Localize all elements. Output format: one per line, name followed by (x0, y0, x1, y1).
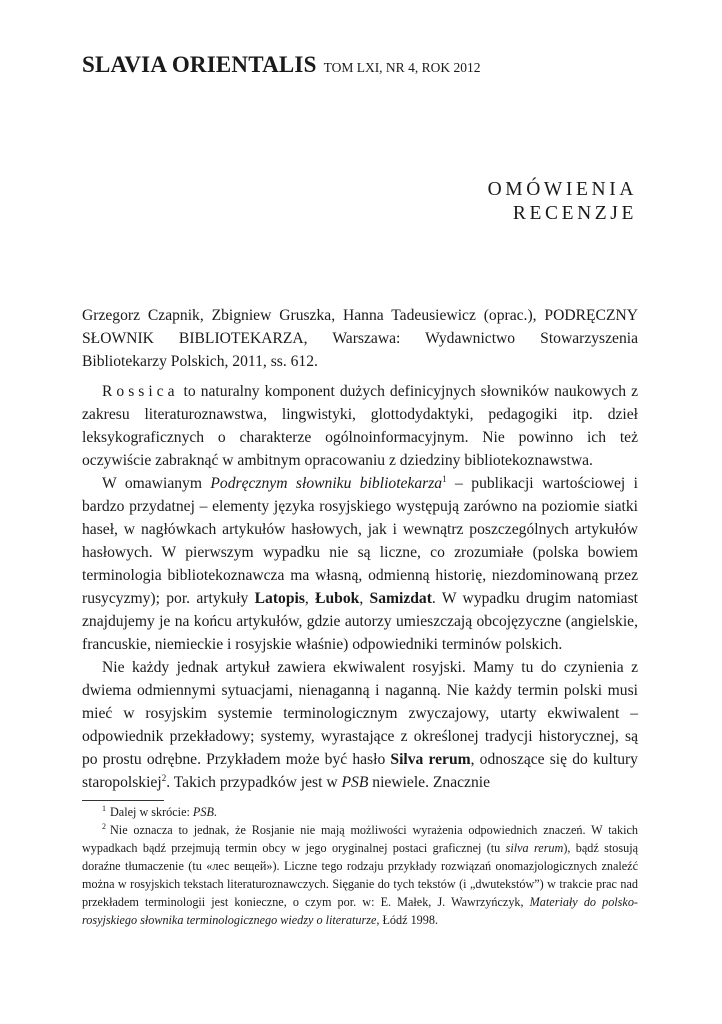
section-line-1: OMÓWIENIA (487, 179, 637, 200)
book-title: Podręcznym słowniku bibliotekarza (210, 475, 443, 492)
paragraph-text: W omawianym (102, 475, 211, 492)
footnote-abbr: PSB (192, 805, 214, 819)
footnote-number: 2 (102, 821, 106, 831)
paragraph-3 (82, 656, 638, 794)
paragraph-text: , odnoszące się do kultury staropolskiej (82, 751, 638, 791)
footnote-divider (82, 800, 164, 801)
journal-name: SLAVIA ORIENTALIS (82, 52, 317, 77)
paragraph-1 (82, 380, 638, 472)
footnote-text: Nie oznacza to jednak, że Rosjanie nie mają możliwości wyrażenia odpowiednich znaczeń. W takich wypadkach bądź przejmują termin obcy w jego oryginalnej postaci graficznej (tu (82, 823, 638, 855)
footnote-2 (82, 821, 638, 929)
paragraph-text: Nie każdy jednak artykuł zawiera ekwiwalent rosyjski. Mamy tu do czynienia z dwiema odmiennymi sytuacjami, nienaganną i naganną. Nie każdy termin polski musi mieć w rosyjskim systemie terminologicznym zwyczajowy, utarty ekwiwalent – odpowiednik przekładowy; systemy, wyrastające z określonej tradycji historycznej, są po prostu odrębne. Przykładem może być hasło (82, 659, 638, 768)
footnote-ref-2[interactable]: 2 (161, 772, 167, 783)
term-latopis: Latopis (254, 590, 305, 607)
paragraph-text: . Takich przypadków jest w (166, 774, 342, 791)
separator: , (304, 590, 316, 607)
footnote-1 (82, 803, 638, 821)
paragraph-2 (82, 472, 638, 656)
paragraph-text: to naturalny komponent dużych definicyjnych słowników naukowych z zakresu literaturoznawstwa, lingwistyki, glottodydaktyki, pedagogiki itp. dzieł leksykograficznych o charakterze ogólnoinformacyjnym. Nie powinno ich też oczywiście zabraknąć w ambitnym opracowaniu z dziedziny bibliotekoznawstwa. (82, 383, 638, 469)
footnote-text: . (213, 805, 217, 819)
paragraph-text: . W wypadku drugim natomiast znajdujemy je na końcu artykułów, gdzie autorzy umieszczają obcojęzyczne (angielskie, francuskie, niemieckie i rosyjskie właśnie) odpowiedniki terminów polskich. (82, 590, 639, 653)
footnote-text: , Łódź 1998. (376, 913, 438, 927)
review-body (82, 380, 638, 794)
footnote-text: Dalej w skrócie: (110, 805, 193, 819)
section-line-2: RECENZJE (512, 203, 637, 224)
abbreviation-psb: PSB (341, 774, 369, 791)
footnote-book-title: Materiały do polsko-rosyjskiego słownika terminologicznego wiedzy o literaturze (82, 895, 638, 927)
footnote-ref-1[interactable]: 1 (442, 473, 447, 484)
footnote-text: ), bądź stosują doraźne tłumaczenie (tu «лес вещей»). Liczne tego rodzaju przykłady rozwiązań onomazjologicznych znaleźć można w rosyjskich tekstach literaturoznawczych. Sięganie do tych tekstów (i „dwutekstów”) w trakcie prac nad przekładem terminologii jest konieczne, o czym por. w: E. Małek, J. Wawrzyńczyk, (82, 841, 638, 909)
lead-word: Rossica (102, 383, 179, 400)
journal-issue: TOM LXI, NR 4, ROK 2012 (323, 60, 481, 75)
journal-header (82, 52, 642, 78)
paragraph-text: niewiele. Znacznie (368, 774, 491, 791)
footnote-italic: silva rerum (505, 841, 564, 855)
paragraph-text: – publikacji wartościowej i bardzo przydatnej – elementy języka rosyjskiego występują zarówno na poziomie siatki haseł, w nagłówkach artykułów hasłowych, jak i wewnątrz poszczególnych artykułów hasłowych. W pierwszym wypadku nie są liczne, co zrozumiałe (polska bowiem terminologia bibliotekoznawcza ma własną, odmienną historię, niezdominowaną przez rusycyzmy); por. artykuły (82, 475, 638, 607)
footnotes (82, 803, 638, 929)
term-samizdat: Samizdat (369, 590, 432, 607)
term-silva-rerum: Silva rerum (390, 751, 471, 768)
review-citation: Grzegorz Czapnik, Zbigniew Gruszka, Hanna Tadeusiewicz (oprac.), PODRĘCZNY SŁOWNIK BIBLIOTEKARZA, Warszawa: Wydawnictwo Stowarzyszenia Bibliotekarzy Polskich, 2011, ss. 612. (82, 307, 638, 370)
separator: , (359, 590, 370, 607)
footnote-number: 1 (102, 803, 106, 813)
term-lubok: Łubok (315, 590, 360, 607)
section-heading (488, 178, 637, 226)
